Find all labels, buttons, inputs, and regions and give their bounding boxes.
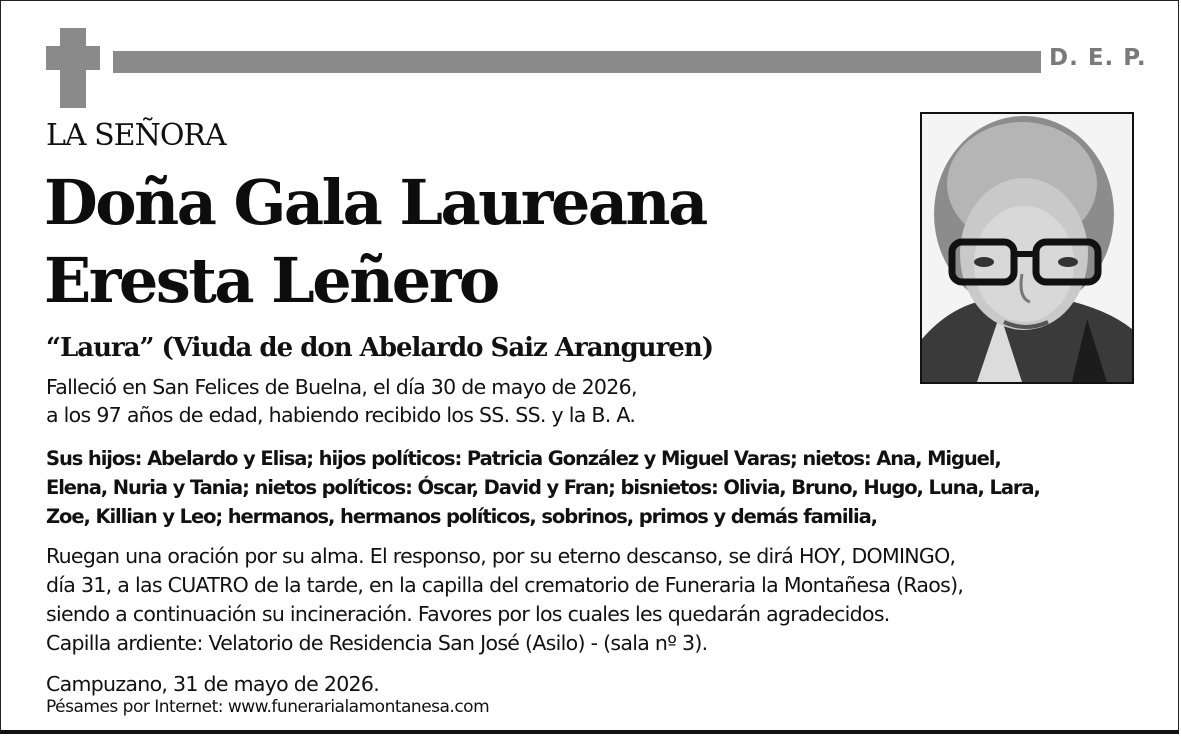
ceremony-line2: día 31, a las CUATRO de la tarde, en la capilla del crematorio de Funeraria la Montañesa (Raos), bbox=[46, 573, 964, 597]
death-line1: Falleció en San Felices de Buelna, el día 30 de mayo de 2026, bbox=[46, 375, 637, 399]
honorific: LA SEÑORA bbox=[46, 118, 226, 153]
deceased-name-line1: Doña Gala Laureana bbox=[44, 166, 706, 239]
alias-line: “Laura” (Viuda de don Abelardo Saiz Aranguren) bbox=[46, 333, 714, 363]
header-rule bbox=[113, 51, 1041, 73]
internet-condolences: Pésames por Internet: www.funerarialamontanesa.com bbox=[46, 697, 490, 717]
portrait-photo bbox=[920, 112, 1134, 384]
ceremony-line3: siendo a continuación su incineración. Favores por los cuales les quedarán agradecidos. bbox=[46, 602, 890, 626]
dep-label: D. E. P. bbox=[1049, 45, 1147, 71]
deceased-name-line2: Eresta Leñero bbox=[44, 244, 498, 317]
family-line1: Sus hijos: Abelardo y Elisa; hijos políticos: Patricia González y Miguel Varas; nietos: Ana, Miguel, bbox=[46, 447, 1001, 470]
family-line3: Zoe, Killian y Leo; hermanos, hermanos políticos, sobrinos, primos y demás familia, bbox=[46, 505, 877, 528]
family-line2: Elena, Nuria y Tania; nietos políticos: Óscar, David y Fran; bisnietos: Olivia, Bruno, Hugo, Luna, Lara, bbox=[46, 476, 1040, 499]
death-line2: a los 97 años de edad, habiendo recibido los SS. SS. y la B. A. bbox=[46, 403, 636, 427]
place-date: Campuzano, 31 de mayo de 2026. bbox=[46, 672, 380, 696]
ceremony-line4: Capilla ardiente: Velatorio de Residencia San José (Asilo) - (sala nº 3). bbox=[46, 631, 708, 655]
ceremony-line1: Ruegan una oración por su alma. El responso, por su eterno descanso, se dirá HOY, DOMINGO, bbox=[46, 544, 956, 568]
